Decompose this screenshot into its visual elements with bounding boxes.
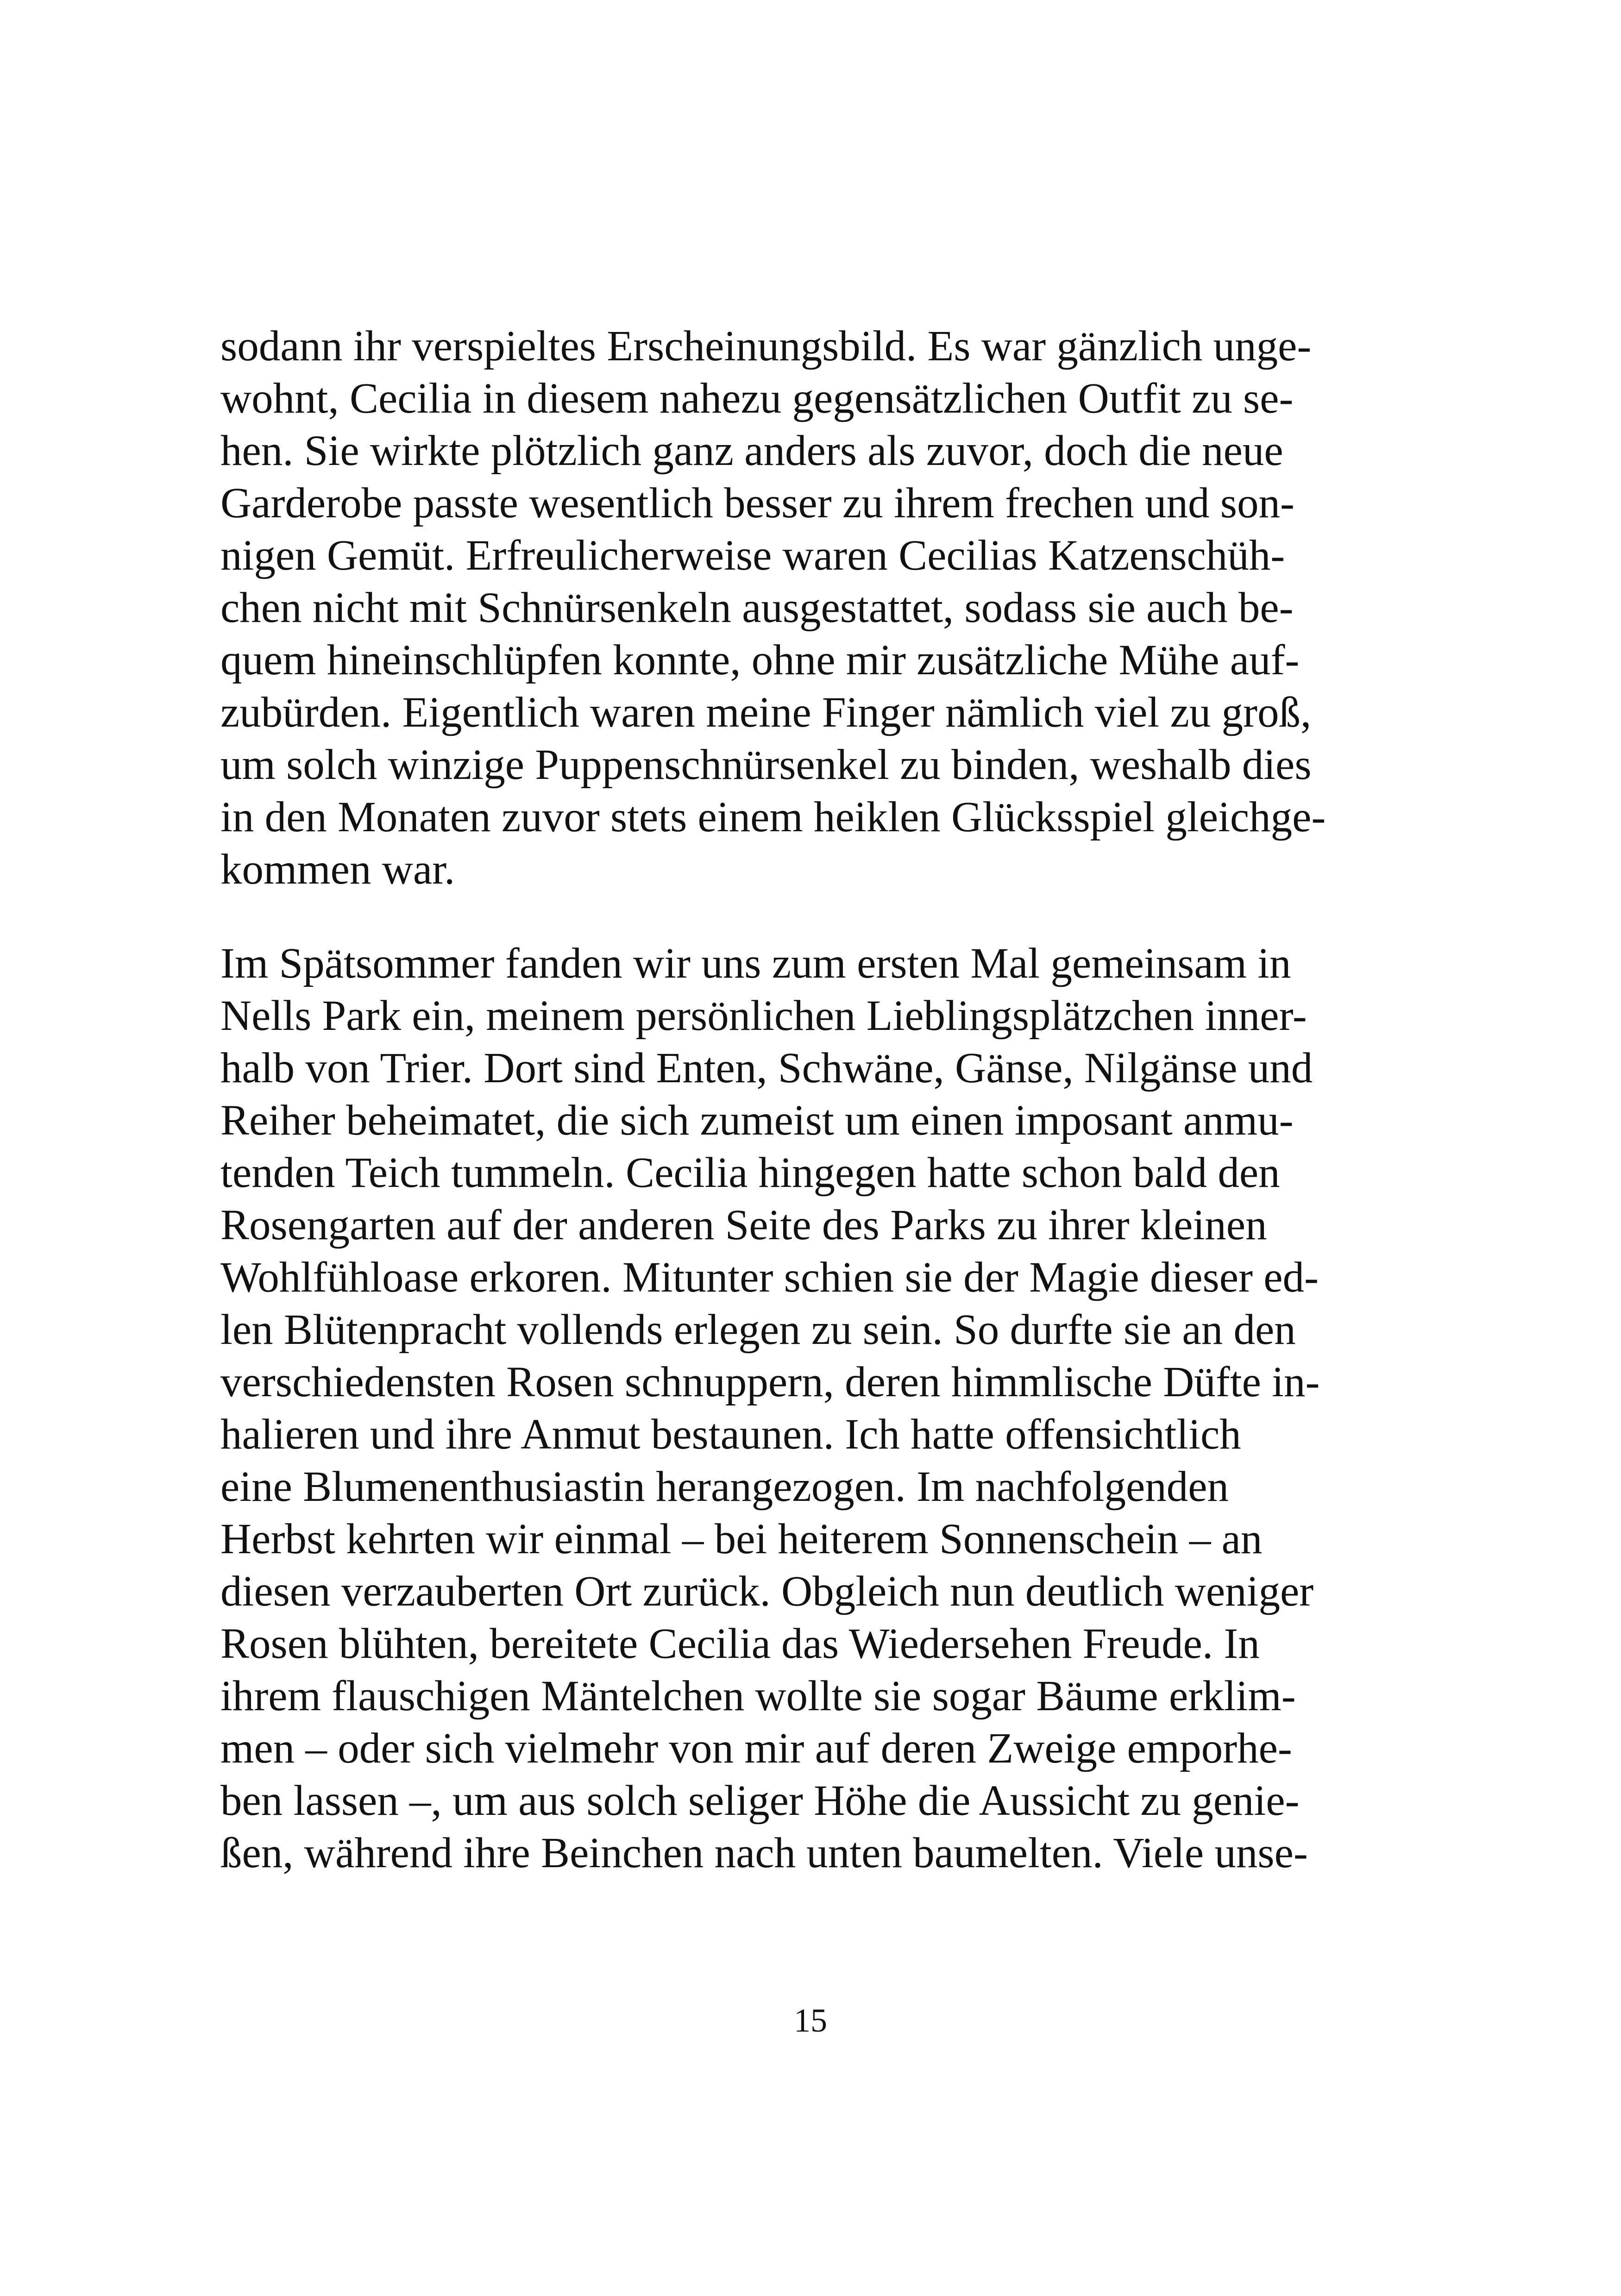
text-line: kommen war. — [220, 846, 455, 893]
text-line: in den Monaten zuvor stets einem heiklen Glücksspiel gleichge- — [220, 793, 1326, 841]
text-line: ihrem flauschigen Mäntelchen wollte sie sogar Bäume erklim- — [220, 1672, 1296, 1720]
page-number: 15 — [794, 2002, 827, 2039]
paragraph-2 — [220, 937, 1406, 1879]
text-line: nigen Gemüt. Erfreulicherweise waren Cecilias Katzenschüh- — [220, 532, 1285, 579]
text-line: diesen verzauberten Ort zurück. Obgleich nun deutlich weniger — [220, 1568, 1314, 1615]
text-line: men – oder sich vielmehr von mir auf deren Zweige emporhe- — [220, 1725, 1292, 1772]
text-line: Im Spätsommer fanden wir uns zum ersten Mal gemeinsam in — [220, 940, 1291, 987]
text-line: tenden Teich tummeln. Cecilia hingegen hatte schon bald den — [220, 1149, 1280, 1197]
text-line: quem hineinschlüpfen konnte, ohne mir zusätzliche Mühe auf- — [220, 636, 1300, 684]
text-line: Wohlfühloase erkoren. Mitunter schien sie der Magie dieser ed- — [220, 1254, 1319, 1301]
text-line: halieren und ihre Anmut bestaunen. Ich hatte offensichtlich — [220, 1411, 1241, 1458]
paragraph-1 — [220, 320, 1406, 896]
text-line: Reiher beheimatet, die sich zumeist um einen imposant anmu- — [220, 1097, 1294, 1144]
text-line: Rosengarten auf der anderen Seite des Parks zu ihrer kleinen — [220, 1201, 1267, 1249]
text-line: Rosen blühten, bereitete Cecilia das Wiedersehen Freude. In — [220, 1620, 1260, 1668]
text-line: halb von Trier. Dort sind Enten, Schwäne, Gänse, Nilgänse und — [220, 1044, 1313, 1092]
text-line: Herbst kehrten wir einmal – bei heiterem Sonnenschein – an — [220, 1515, 1263, 1563]
text-line: ßen, während ihre Beinchen nach unten baumelten. Viele unse- — [220, 1829, 1308, 1877]
text-line: um solch winzige Puppenschnürsenkel zu binden, weshalb dies — [220, 741, 1312, 789]
text-line: eine Blumenenthusiastin herangezogen. Im nachfolgenden — [220, 1463, 1229, 1511]
text-line: Nells Park ein, meinem persönlichen Lieblingsplätzchen inner- — [220, 992, 1307, 1040]
text-line: Garderobe passte wesentlich besser zu ihrem frechen und son- — [220, 479, 1294, 527]
text-line: wohnt, Cecilia in diesem nahezu gegensätzlichen Outfit zu se- — [220, 375, 1294, 422]
text-line: len Blütenpracht vollends erlegen zu sein. So durfte sie an den — [220, 1306, 1296, 1354]
text-line: hen. Sie wirkte plötzlich ganz anders als zuvor, doch die neue — [220, 427, 1283, 475]
text-line: ben lassen –, um aus solch seliger Höhe die Aussicht zu genie- — [220, 1777, 1300, 1825]
text-line: sodann ihr verspieltes Erscheinungsbild. Es war gänzlich unge- — [220, 322, 1312, 370]
text-line: verschiedensten Rosen schnuppern, deren himmlische Düfte in- — [220, 1358, 1320, 1406]
text-line: chen nicht mit Schnürsenkeln ausgestattet, sodass sie auch be- — [220, 584, 1294, 632]
text-line: zubürden. Eigentlich waren meine Finger nämlich viel zu groß, — [220, 689, 1312, 736]
